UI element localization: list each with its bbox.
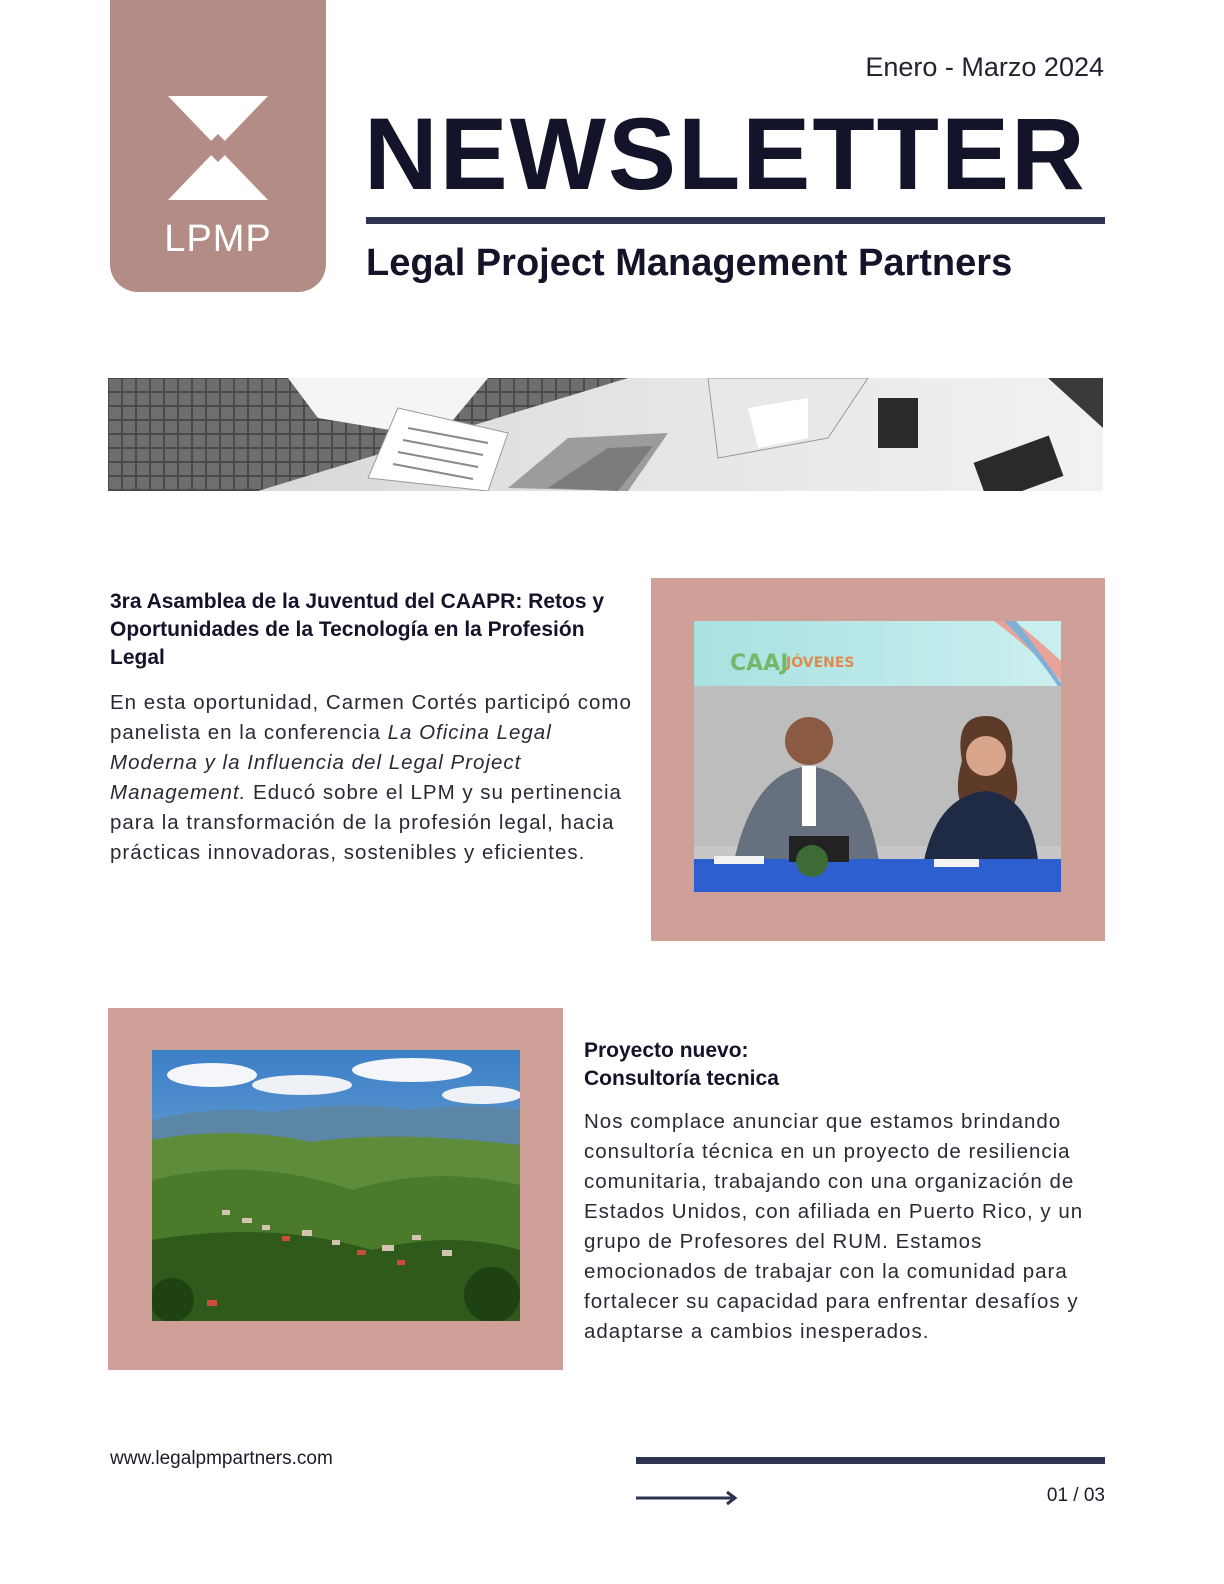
hourglass-logo-icon bbox=[166, 96, 270, 200]
caaj-logo: CAAJ bbox=[730, 651, 789, 676]
page-number: 01 / 03 bbox=[1046, 1485, 1105, 1506]
newsletter-subtitle: Legal Project Management Partners bbox=[366, 242, 1013, 284]
article1-body bbox=[110, 688, 635, 868]
article1-body-rest: Educó sobre el LPM y su pertinencia para la transformación de la profesión legal, hacia prácticas innovadoras, sostenibles y eficientes. bbox=[110, 781, 622, 864]
footer-divider bbox=[636, 1457, 1105, 1464]
article2-title bbox=[584, 1037, 1104, 1093]
logo bbox=[110, 0, 326, 292]
newsletter-title: NEWSLETTER bbox=[364, 97, 1087, 211]
website-link[interactable]: www.legalpmpartners.com bbox=[110, 1448, 333, 1469]
article2-photo bbox=[152, 1050, 520, 1321]
article1-photo bbox=[694, 621, 1061, 892]
logo-text: LPMP bbox=[164, 218, 272, 260]
article1-title: 3ra Asamblea de la Juventud del CAAPR: Retos y Oportunidades de la Tecnología en la Profesión Legal bbox=[110, 590, 605, 669]
article2-title-line1: Proyecto nuevo: bbox=[584, 1039, 749, 1062]
article1-body-intro: En esta oportunidad, Carmen Cortés participó como panelista en la conferencia bbox=[110, 691, 632, 744]
article2-title-line2: Consultoría tecnica bbox=[584, 1067, 779, 1090]
banner-image bbox=[108, 378, 1103, 491]
jovenes-banner-text: JÓVENES bbox=[786, 655, 855, 671]
issue-period: Enero - Marzo 2024 bbox=[865, 52, 1104, 82]
article1-body-italic: La Oficina Legal Moderna y la Influencia del Legal Project Management. bbox=[110, 721, 552, 804]
title-divider bbox=[366, 217, 1105, 224]
article2-body: Nos complace anunciar que estamos brindando consultoría técnica en un proyecto de resiliencia comunitaria, trabajando con una organización de Estados Unidos, con afiliada en Puerto Rico, y un grupo de Profesores del RUM. Estamos emocionados de trabajar con la comunidad para fortalecer su capacidad para enfrentar desafíos y adaptarse a cambios inesperados. bbox=[584, 1110, 1084, 1343]
next-page-arrow-icon[interactable] bbox=[636, 1490, 738, 1511]
